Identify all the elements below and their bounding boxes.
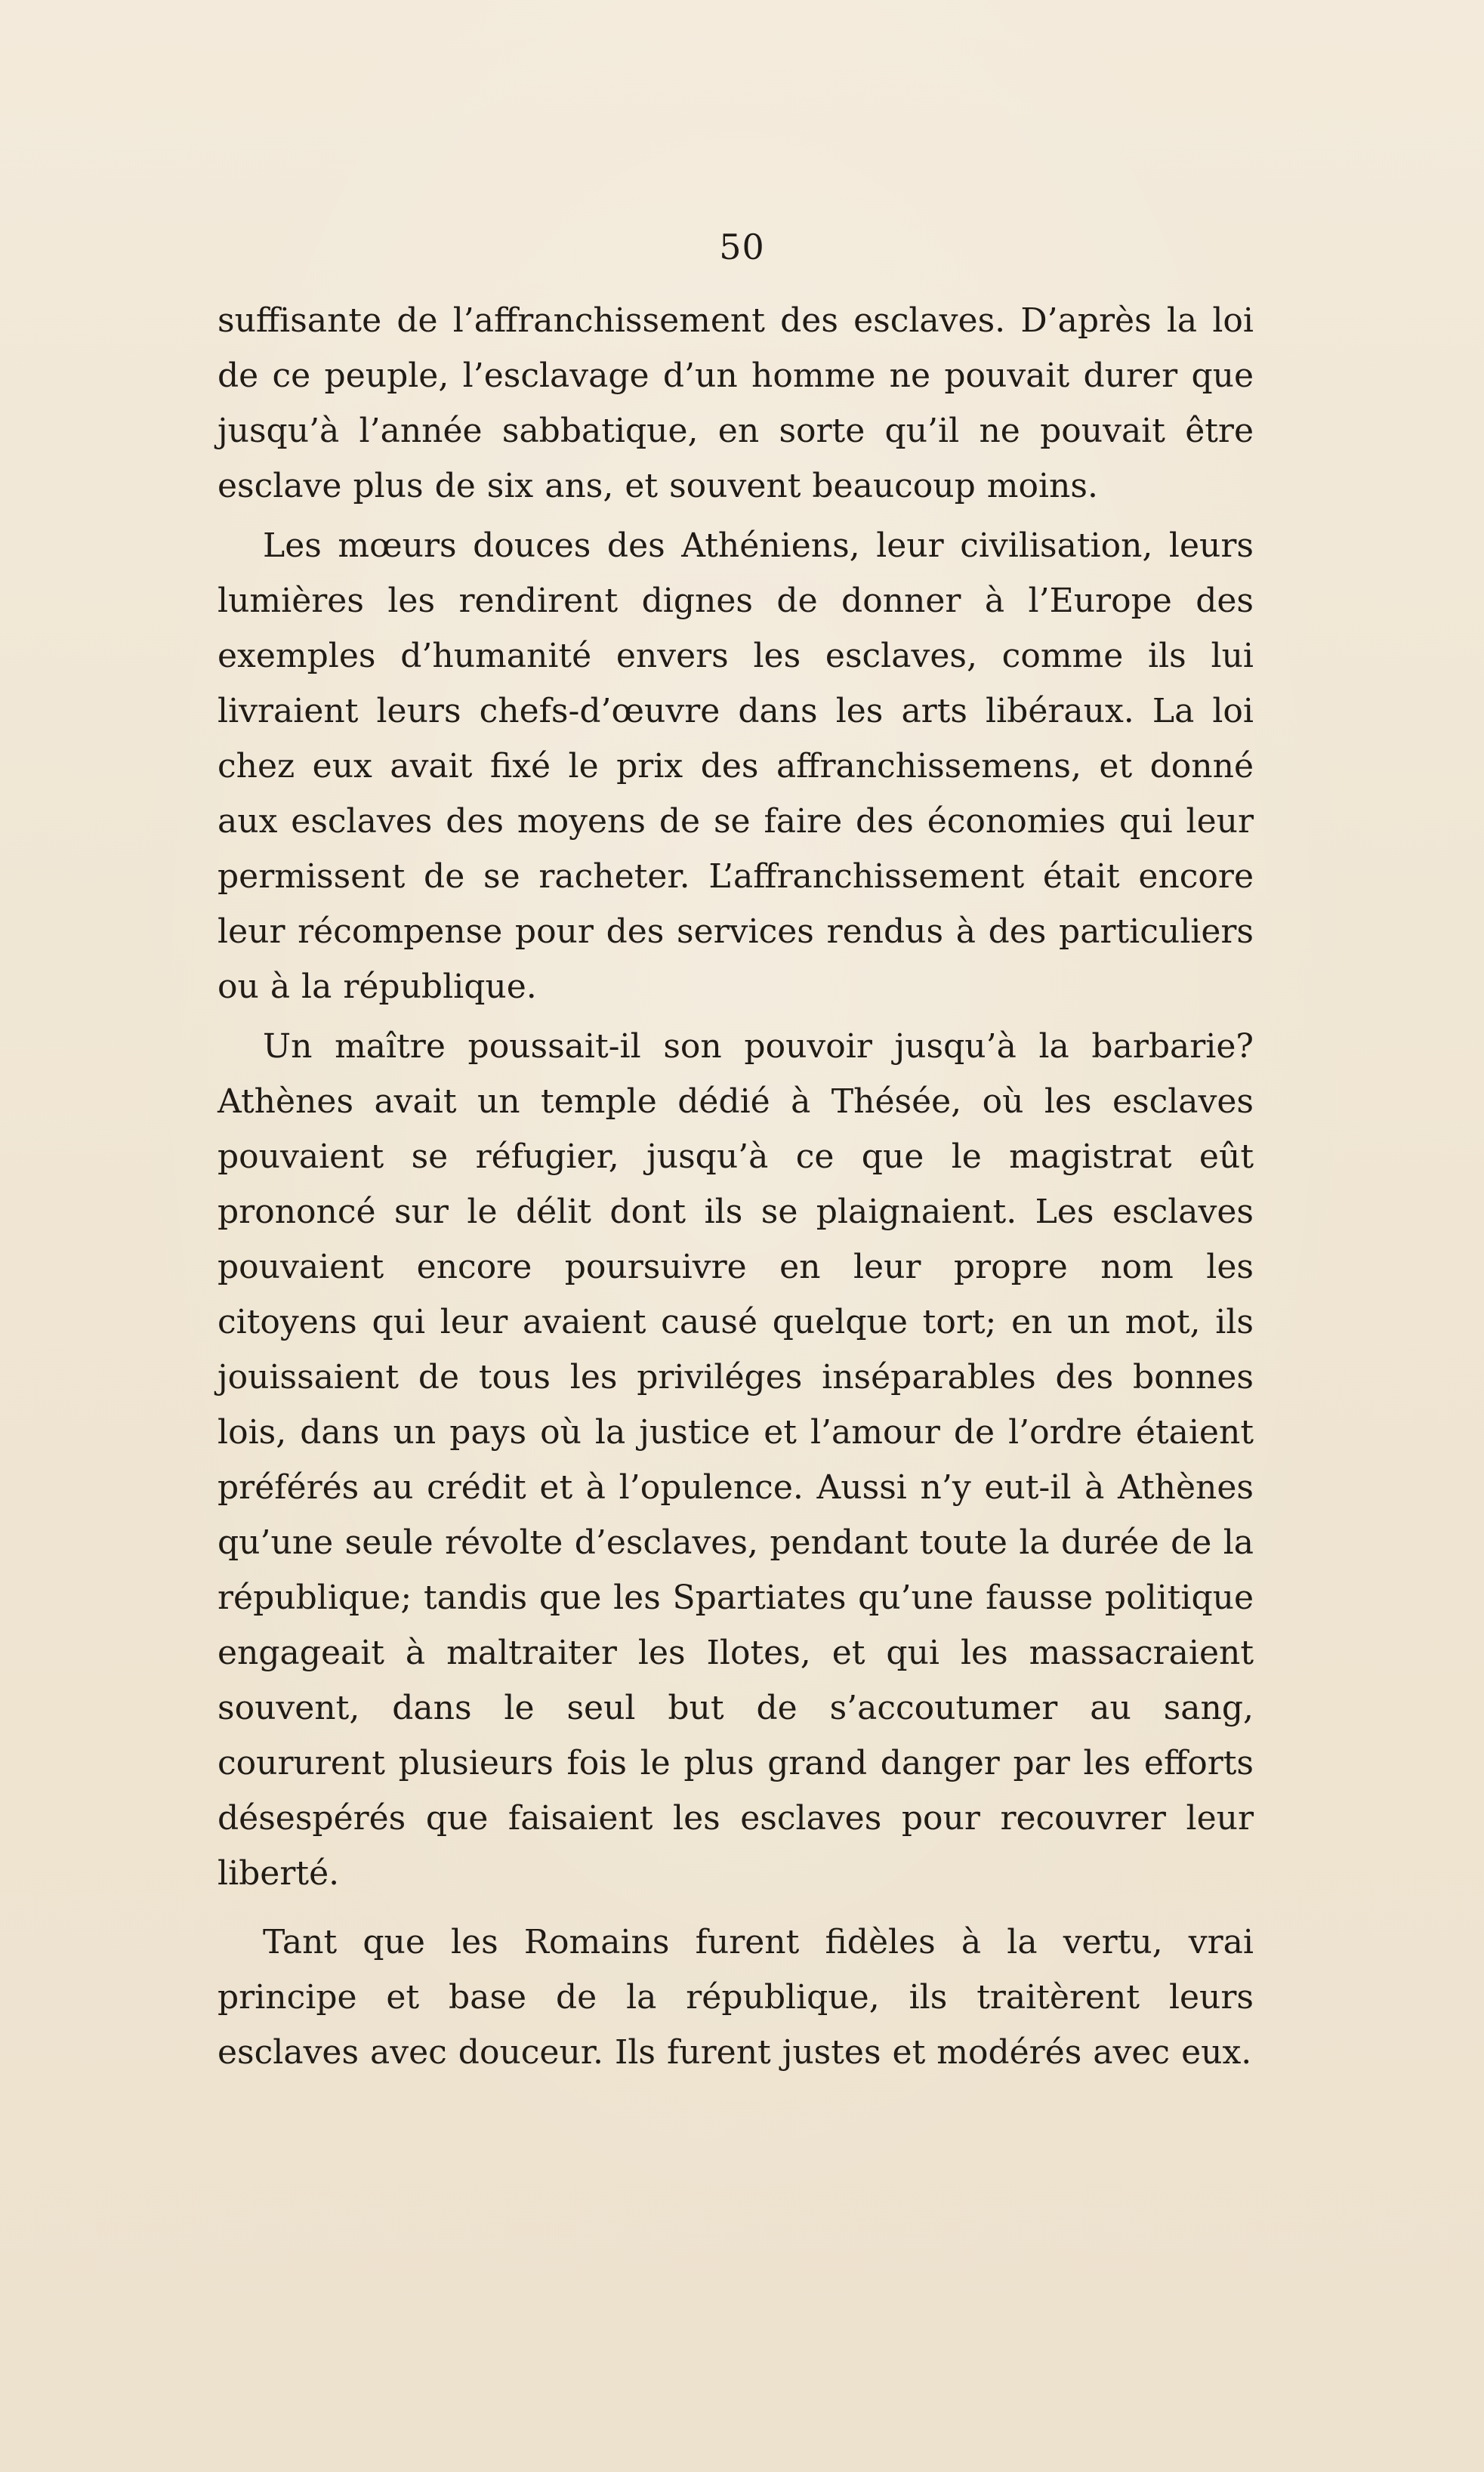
- body-text: [218, 293, 1254, 2085]
- paragraph-2: Les mœurs douces des Athéniens, leur civilisation, leurs lumières les rendirent dignes de donner à l’Europe des exemples d’humanité envers les esclaves, comme ils lui livraient leurs chefs-d’œuvre dans les arts libéraux. La loi chez eux avait fixé le prix des affranchissemens, et donné aux esclaves des moyens de se faire des économies qui leur permissent de se racheter. L’affranchissement était encore leur récompense pour des services rendus à des particuliers ou à la république.: [218, 526, 1254, 1006]
- page-number: 50: [719, 227, 765, 267]
- paragraph-1: suffisante de l’affranchissement des esclaves. D’après la loi de ce peuple, l’esclavage d’un homme ne pouvait durer que jusqu’à l’année sabbatique, en sorte qu’il ne pouvait être esclave plus de six ans, et souvent beaucoup moins.: [218, 301, 1254, 505]
- paragraph-3: Un maître poussait-il son pouvoir jusqu’à la barbarie? Athènes avait un temple dédié à Thésée, où les esclaves pouvaient se réfugier, jusqu’à ce que le magistrat eût prononcé sur le délit dont ils se plaignaient. Les esclaves pouvaient encore poursuivre en leur propre nom les citoyens qui leur avaient causé quelque tort; en un mot, ils jouissaient de tous les priviléges inséparables des bonnes lois, dans un pays où la justice et l’amour de l’ordre étaient préférés au crédit et à l’opulence. Aussi n’y eut-il à Athènes qu’une seule révolte d’esclaves, pendant toute la durée de la république; tandis que les Spartiates qu’une fausse politique engageait à maltraiter les Ilotes, et qui les massacraient souvent, dans le seul but de s’accoutumer au sang, coururent plusieurs fois le plus grand danger par les efforts désespérés que faisaient les esclaves pour recouvrer leur liberté.: [218, 1027, 1254, 1893]
- paragraph-4: Tant que les Romains furent fidèles à la vertu, vrai principe et base de la république, ils traitèrent leurs esclaves avec douceur. Ils furent justes et modérés avec eux.: [218, 1923, 1254, 2072]
